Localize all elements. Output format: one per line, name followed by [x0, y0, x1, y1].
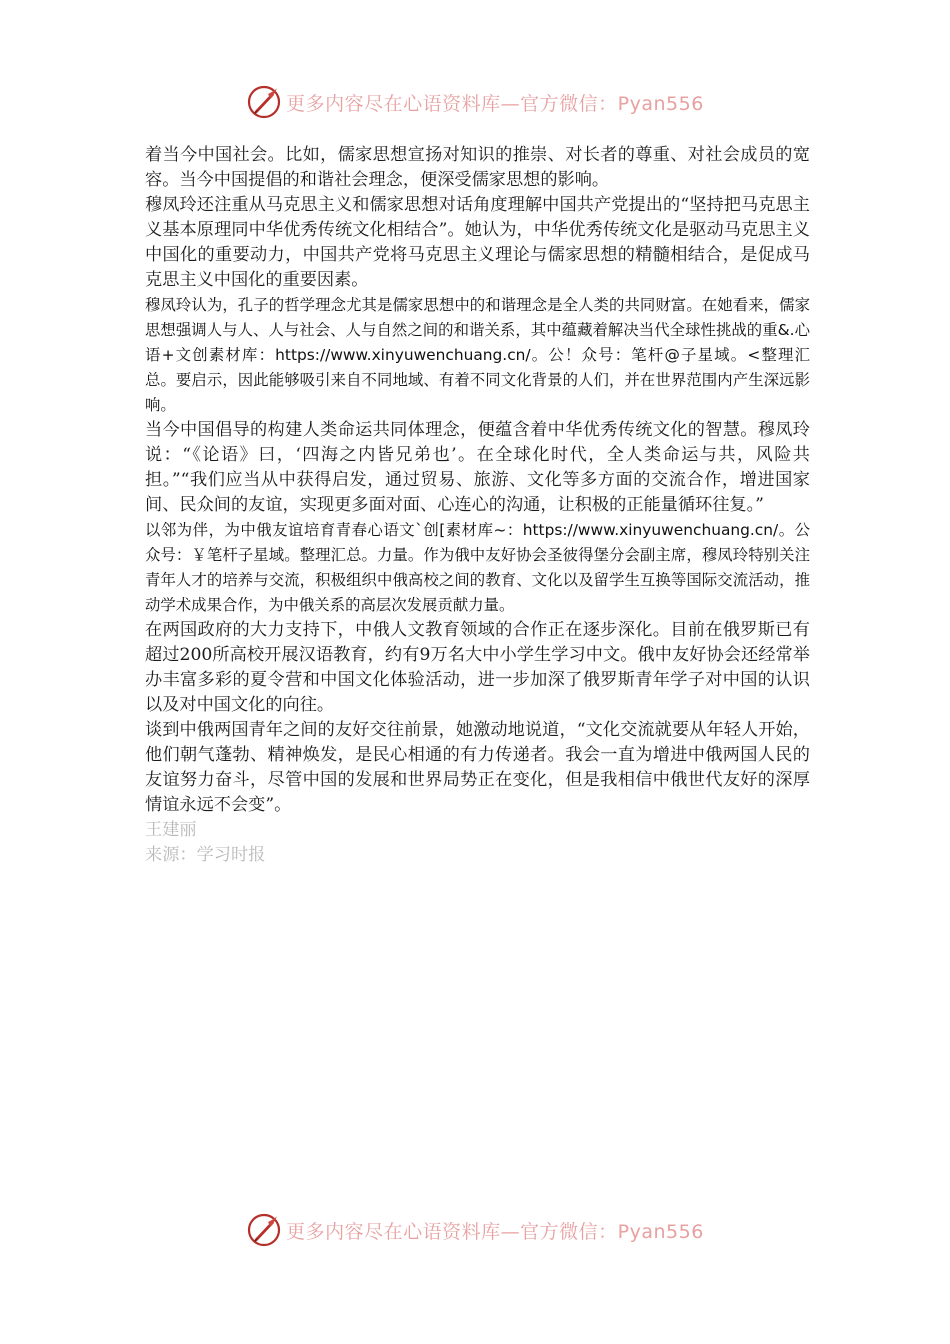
- document-body: [145, 143, 810, 868]
- paragraph-6: 在两国政府的大力支持下，中俄人文教育领域的合作正在逐步深化。目前在俄罗斯已有超过200所高校开展汉语教育，约有9万名大中小学生学习中文。俄中友好协会还经常举办丰富多彩的夏令营和中国文化体验活动，进一步加深了俄罗斯青年学子对中国的认识以及对中国文化的向往。: [145, 620, 810, 715]
- paragraph-2: 穆凤玲还注重从马克思主义和儒家思想对话角度理解中国共产党提出的“坚持把马克思主义基本原理同中华优秀传统文化相结合”。她认为，中华优秀传统文化是驱动马克思主义中国化的重要动力，中国共产党将马克思主义理论与儒家思想的精髓相结合，是促成马克思主义中国化的重要因素。: [145, 195, 810, 290]
- paragraph-4: 当今中国倡导的构建人类命运共同体理念，便蕴含着中华优秀传统文化的智慧。穆凤玲说：“《论语》曰，‘四海之内皆兄弟也’。在全球化时代，全人类命运与共，风险共担。”“我们应当从中获得启发，通过贸易、旅游、文化等多方面的交流合作，增进国家间、民众间的友谊，实现更多面对面、心连心的沟通，让积极的正能量循环往复。”: [145, 420, 810, 515]
- source-line: 来源：学习时报: [145, 845, 266, 865]
- banner-text: 更多内容尽在心语资料库—官方微信：Pyan556: [286, 92, 704, 115]
- wechat-id: Pyan556: [617, 1220, 704, 1243]
- header-watermark-banner: [0, 80, 950, 124]
- quill-pen-logo-icon: [246, 84, 282, 120]
- paragraph-1: 着当今中国社会。比如，儒家思想宣扬对知识的推崇、对长者的尊重、对社会成员的宽容。当今中国提倡的和谐社会理念，便深受儒家思想的影响。: [145, 145, 810, 190]
- quill-pen-logo-icon: [246, 1212, 282, 1248]
- wechat-id: Pyan556: [617, 92, 704, 115]
- paragraph-3: 穆凤玲认为，孔子的哲学理念尤其是儒家思想中的和谐理念是全人类的共同财富。在她看来，儒家思想强调人与人、人与社会、人与自然之间的和谐关系，其中蕴藏着解决当代全球性挑战的重&.心语+文创素材库：https://www.xinyuwenchuang.cn/。公！众号：笔杆@子星域。<整理汇总。要启示，因此能够吸引来自不同地域、有着不同文化背景的人们，并在世界范围内产生深远影响。: [145, 296, 810, 414]
- paragraph-7: 谈到中俄两国青年之间的友好交往前景，她激动地说道，“文化交流就要从年轻人开始，他们朝气蓬勃、精神焕发，是民心相通的有力传递者。我会一直为增进中俄两国人民的友谊努力奋斗，尽管中国的发展和世界局势正在变化，但是我相信中俄世代友好的深厚情谊永远不会变”。: [145, 720, 810, 815]
- banner-text: 更多内容尽在心语资料库—官方微信：Pyan556: [286, 1220, 704, 1243]
- author-name: 王建丽: [145, 820, 197, 840]
- paragraph-5: 以邻为伴，为中俄友谊培育青春心语文`创[素材库~：https://www.xinyuwenchuang.cn/。公众号：￥笔杆子星域。整理汇总。力量。作为俄中友好协会圣彼得堡分会副主席，穆凤玲特别关注青年人才的培养与交流，积极组织中俄高校之间的教育、文化以及留学生互换等国际交流活动，推动学术成果合作，为中俄关系的高层次发展贡献力量。: [145, 521, 810, 614]
- footer-watermark-banner: [0, 1208, 950, 1252]
